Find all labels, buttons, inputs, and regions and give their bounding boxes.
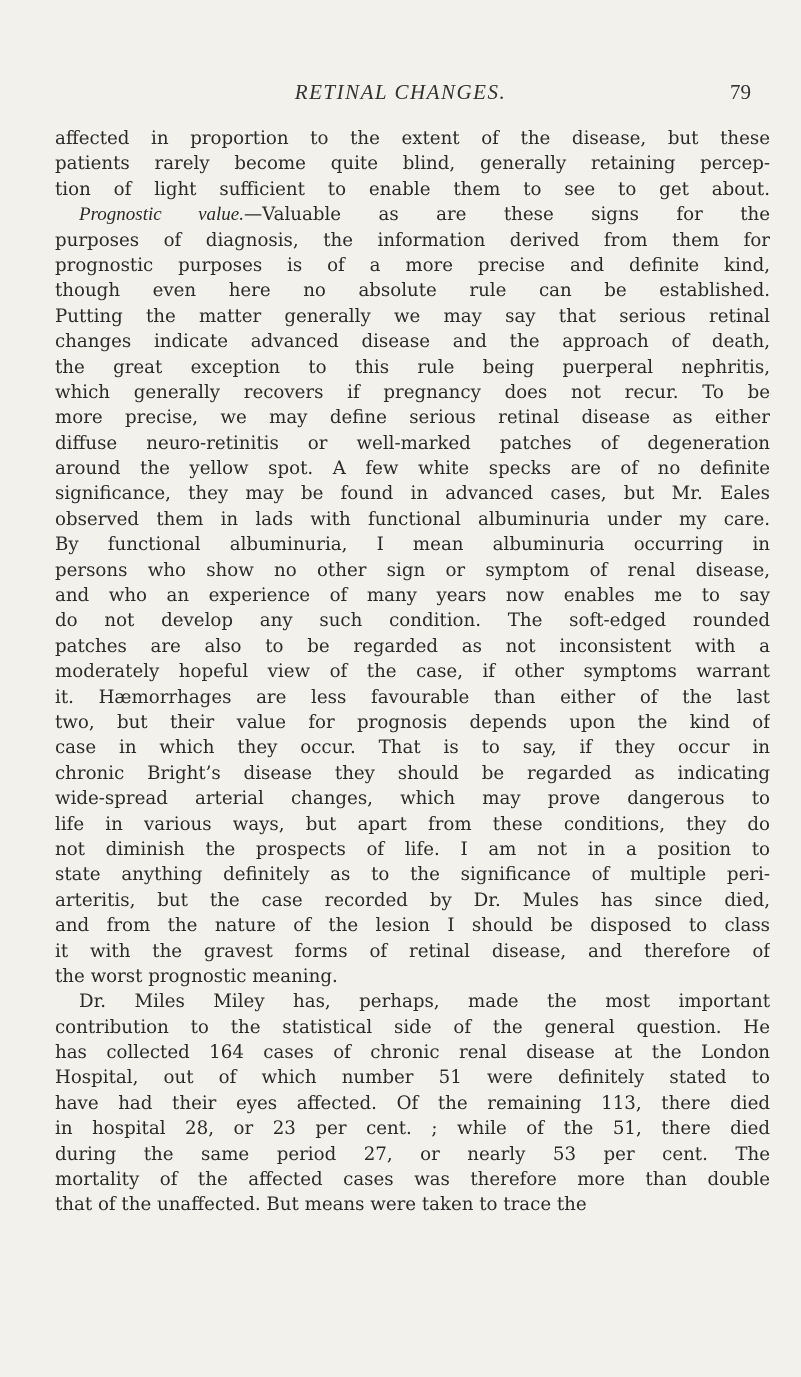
line-text: state anything definitely as to the significance of multiple peri- — [55, 864, 770, 886]
line-text: in hospital 28, or 23 per cent. ; while of the 51, there died — [55, 1118, 770, 1140]
text-line — [55, 1065, 770, 1090]
line-text: though even here no absolute rule can be established. — [55, 280, 770, 302]
text-line — [55, 1192, 770, 1217]
line-text: do not develop any such condition. The soft-edged rounded — [55, 610, 770, 632]
text-line — [55, 786, 770, 811]
line-text: not diminish the prospects of life. I am not in a position to — [55, 838, 770, 860]
text-line — [55, 355, 770, 380]
text-line — [55, 558, 770, 583]
text-line — [55, 939, 770, 964]
line-text: has collected 164 cases of chronic renal disease at the London — [55, 1042, 770, 1064]
text-line — [55, 862, 770, 887]
text-line — [55, 608, 770, 633]
line-text: have had their eyes affected. Of the remaining 113, there died — [55, 1092, 770, 1114]
line-text: life in various ways, but apart from these conditions, they do — [55, 813, 770, 835]
text-line — [55, 964, 770, 989]
line-text: changes indicate advanced disease and the approach of death, — [55, 331, 770, 353]
text-line — [55, 304, 770, 329]
side-heading: Prognostic value. — [79, 204, 244, 226]
line-text: wide-spread arterial changes, which may prove dangerous to — [55, 788, 770, 810]
line-text: chronic Bright’s disease they should be regarded as indicating — [55, 762, 770, 784]
text-line — [55, 481, 770, 506]
line-text: patients rarely become quite blind, generally retaining percep- — [55, 153, 770, 175]
line-text: more precise, we may define serious retinal disease as either — [55, 407, 770, 429]
line-text: tion of light sufficient to enable them to see to get about. — [55, 178, 770, 200]
running-header — [0, 80, 801, 110]
text-line — [55, 380, 770, 405]
text-line — [55, 1116, 770, 1141]
line-text: the worst prognostic meaning. — [55, 965, 338, 987]
line-text: that of the unaffected. But means were taken to trace the — [55, 1194, 587, 1216]
line-text: two, but their value for prognosis depends upon the kind of — [55, 711, 770, 733]
line-text: during the same period 27, or nearly 53 per cent. The — [55, 1143, 770, 1165]
line-text: around the yellow spot. A few white specks are of no definite — [55, 458, 770, 480]
text-line — [55, 888, 770, 913]
line-text: By functional albuminuria, I mean albuminuria occurring in — [55, 534, 770, 556]
line-text: moderately hopeful view of the case, if other symptoms warrant — [55, 661, 770, 683]
line-text: it. Hæmorrhages are less favourable than either of the last — [55, 686, 770, 708]
line-text: contribution to the statistical side of the general question. He — [55, 1016, 770, 1038]
text-line — [55, 634, 770, 659]
line-text: mortality of the affected cases was therefore more than double — [55, 1169, 770, 1191]
line-text: patches are also to be regarded as not inconsistent with a — [55, 635, 770, 657]
line-text: Putting the matter generally we may say that serious retinal — [55, 305, 770, 327]
line-text: Dr. Miles Miley has, perhaps, made the most important — [79, 991, 770, 1013]
text-line — [55, 228, 770, 253]
text-line — [55, 456, 770, 481]
text-line — [55, 1015, 770, 1040]
line-text: diffuse neuro-retinitis or well-marked patches of degeneration — [55, 432, 770, 454]
text-line — [55, 177, 770, 202]
line-text: prognostic purposes is of a more precise and definite kind, — [55, 254, 770, 276]
text-line — [55, 329, 770, 354]
line-text: purposes of diagnosis, the information derived from them for — [55, 229, 770, 251]
body-text — [55, 126, 770, 1218]
line-text: the great exception to this rule being puerperal nephritis, — [55, 356, 770, 378]
page-number: 79 — [730, 80, 751, 104]
text-line — [55, 1142, 770, 1167]
line-text: arteritis, but the case recorded by Dr. Mules has since died, — [55, 889, 770, 911]
text-line — [55, 685, 770, 710]
line-text: observed them in lads with functional albuminuria under my care. — [55, 508, 770, 530]
line-text: persons who show no other sign or symptom of renal disease, — [55, 559, 770, 581]
text-line — [55, 202, 770, 227]
text-line — [55, 1167, 770, 1192]
text-line — [55, 278, 770, 303]
text-line — [55, 151, 770, 176]
text-line — [55, 761, 770, 786]
line-text: and from the nature of the lesion I should be disposed to class — [55, 915, 770, 937]
text-line — [55, 583, 770, 608]
line-text: it with the gravest forms of retinal disease, and therefore of — [55, 940, 770, 962]
running-title: RETINAL CHANGES. — [294, 80, 507, 104]
text-line — [55, 532, 770, 557]
text-line — [55, 735, 770, 760]
line-text: Hospital, out of which number 51 were definitely stated to — [55, 1067, 770, 1089]
line-text: significance, they may be found in advanced cases, but Mr. Eales — [55, 483, 770, 505]
line-text: affected in proportion to the extent of the disease, but these — [55, 128, 770, 149]
line-text: —Valuable as are these signs for the — [243, 204, 770, 226]
text-line — [55, 913, 770, 938]
text-line — [55, 710, 770, 735]
text-line — [55, 507, 770, 532]
text-line — [55, 126, 770, 151]
text-line — [55, 1040, 770, 1065]
line-text: which generally recovers if pregnancy does not recur. To be — [55, 381, 770, 403]
line-text: case in which they occur. That is to say, if they occur in — [55, 737, 770, 759]
text-line — [55, 989, 770, 1014]
text-line — [55, 405, 770, 430]
text-line — [55, 812, 770, 837]
text-line — [55, 1091, 770, 1116]
text-line — [55, 431, 770, 456]
text-line — [55, 837, 770, 862]
text-line — [55, 253, 770, 278]
text-line — [55, 659, 770, 684]
line-text: and who an experience of many years now enables me to say — [55, 585, 770, 607]
